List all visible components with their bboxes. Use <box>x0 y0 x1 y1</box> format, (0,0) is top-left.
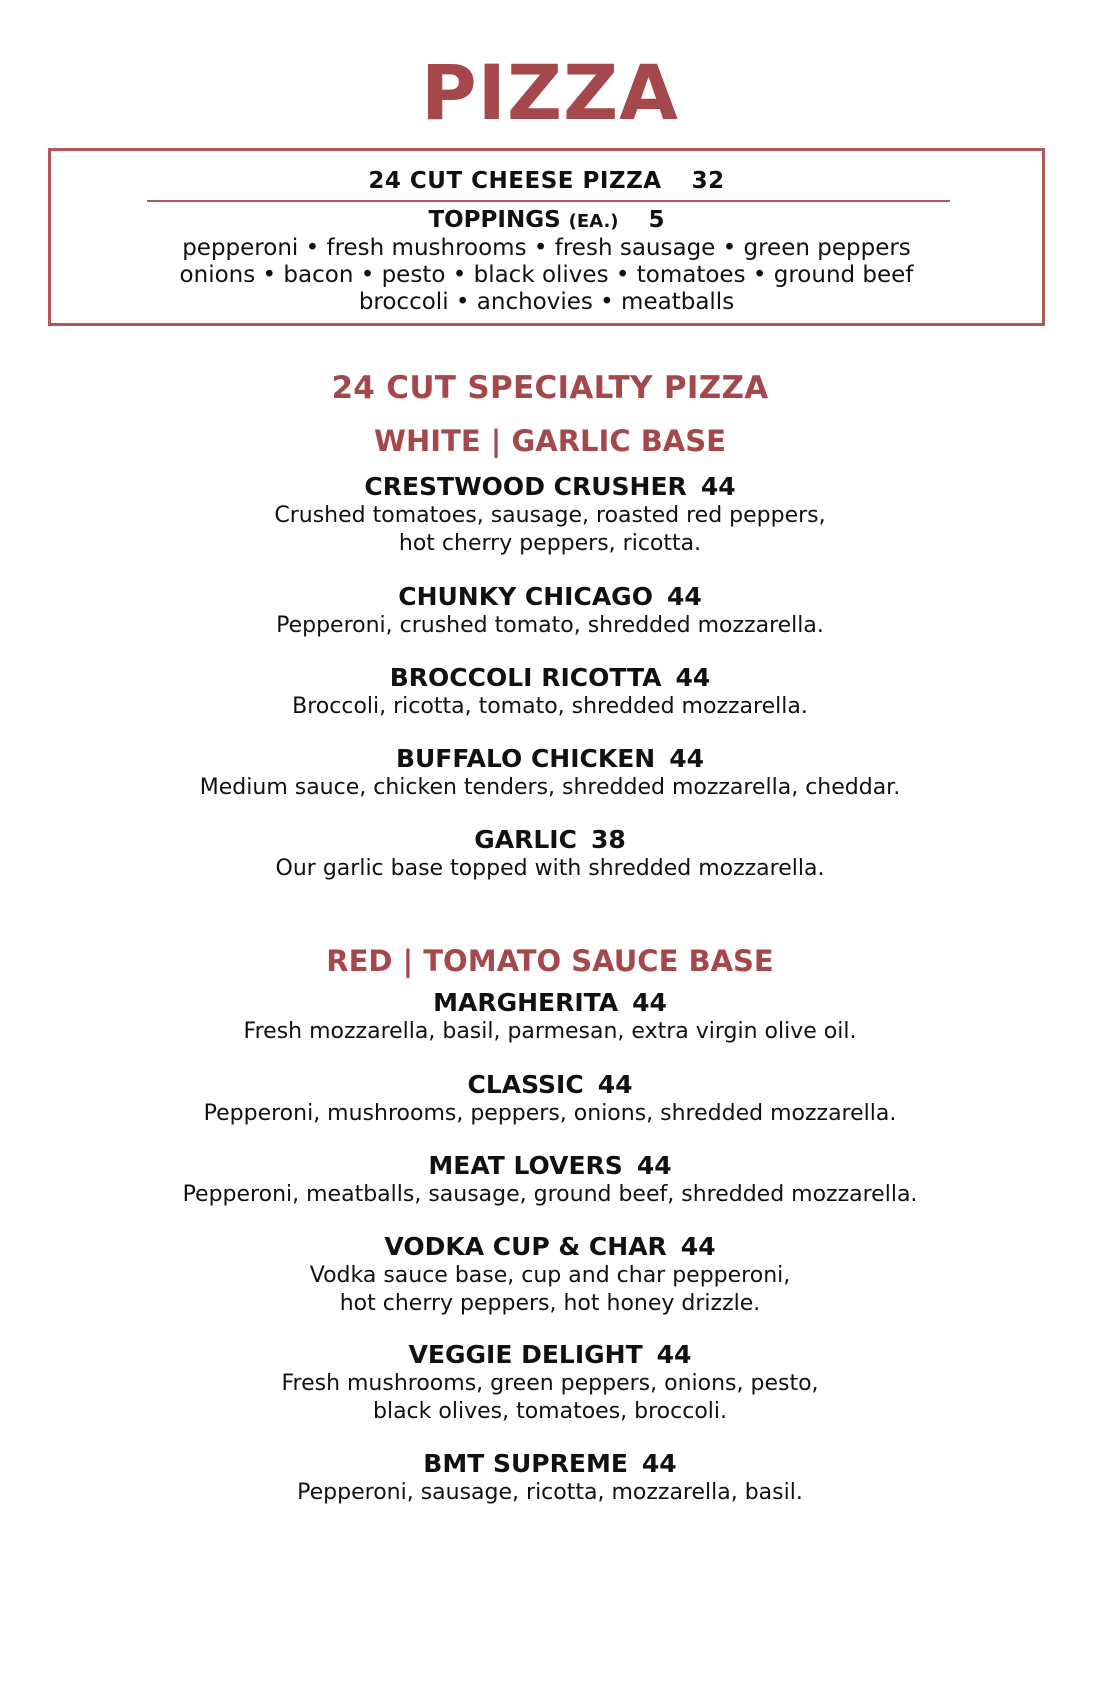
item-name: BROCCOLI RICOTTA <box>389 663 662 692</box>
item-description: Pepperoni, mushrooms, peppers, onions, shredded mozzarella. <box>203 1101 897 1126</box>
menu-item <box>0 988 1100 1046</box>
toppings-price: 5 <box>648 207 665 233</box>
item-heading <box>0 663 1100 693</box>
toppings-line: pepperoni • fresh mushrooms • fresh sausage • green peppers <box>182 235 911 261</box>
item-price: 44 <box>597 1070 633 1099</box>
item-description: Broccoli, ricotta, tomato, shredded mozzarella. <box>292 694 808 719</box>
item-price: 44 <box>680 1232 716 1261</box>
item-heading <box>0 825 1100 855</box>
page-title: PIZZA <box>420 48 679 137</box>
toppings-list <box>51 235 1042 316</box>
item-name: VODKA CUP & CHAR <box>384 1232 667 1261</box>
item-name: MARGHERITA <box>433 988 619 1017</box>
item-description: Crushed tomatoes, sausage, roasted red peppers, <box>274 503 826 528</box>
menu-item <box>0 582 1100 640</box>
cheese-pizza-price: 32 <box>691 168 725 194</box>
item-heading <box>0 744 1100 774</box>
item-heading <box>0 1340 1100 1370</box>
toppings-line: broccoli • anchovies • meatballs <box>358 289 735 315</box>
item-description: Vodka sauce base, cup and char pepperoni, <box>309 1263 791 1288</box>
menu-item <box>0 1232 1100 1318</box>
item-name: CRESTWOOD CRUSHER <box>364 472 687 501</box>
item-name: MEAT LOVERS <box>428 1151 623 1180</box>
item-heading <box>0 1449 1100 1479</box>
item-name: GARLIC <box>474 825 577 854</box>
item-price: 44 <box>636 1151 672 1180</box>
cheese-pizza-label: 24 CUT CHEESE PIZZA <box>368 168 662 194</box>
item-price: 44 <box>632 988 667 1017</box>
item-description: Our garlic base topped with shredded mozzarella. <box>275 856 825 881</box>
item-description: Pepperoni, crushed tomato, shredded mozzarella. <box>276 613 824 638</box>
item-price: 44 <box>669 744 705 773</box>
item-description: Fresh mozzarella, basil, parmesan, extra virgin olive oil. <box>243 1019 857 1044</box>
item-heading <box>0 472 1100 502</box>
item-name: CHUNKY CHICAGO <box>398 582 653 611</box>
item-price: 38 <box>590 825 626 854</box>
specialty-title: 24 CUT SPECIALTY PIZZA <box>331 370 769 406</box>
menu-item <box>0 1151 1100 1209</box>
item-price: 44 <box>641 1449 677 1478</box>
toppings-line: onions • bacon • pesto • black olives • tomatoes • ground beef <box>179 262 914 288</box>
cheese-pizza-box <box>48 148 1045 326</box>
menu-item <box>0 744 1100 802</box>
item-name: BUFFALO CHICKEN <box>395 744 656 773</box>
toppings-heading <box>51 205 1042 237</box>
item-heading <box>0 1070 1100 1100</box>
item-name: BMT SUPREME <box>423 1449 628 1478</box>
item-description: Medium sauce, chicken tenders, shredded mozzarella, cheddar. <box>199 775 901 800</box>
red-base-title: RED | TOMATO SAUCE BASE <box>326 944 774 978</box>
white-base-title: WHITE | GARLIC BASE <box>374 424 726 458</box>
item-price: 44 <box>675 663 711 692</box>
item-heading <box>0 988 1100 1018</box>
box-divider <box>147 200 950 202</box>
item-heading <box>0 1151 1100 1181</box>
item-price: 44 <box>656 1340 692 1369</box>
item-name: VEGGIE DELIGHT <box>408 1340 643 1369</box>
item-description: Pepperoni, sausage, ricotta, mozzarella, basil. <box>297 1480 803 1505</box>
menu-item <box>0 663 1100 721</box>
menu-item <box>0 1070 1100 1128</box>
item-description: hot cherry peppers, hot honey drizzle. <box>339 1291 761 1316</box>
item-heading <box>0 1232 1100 1262</box>
toppings-label-suffix: (EA.) <box>568 211 619 232</box>
item-description: Pepperoni, meatballs, sausage, ground beef, shredded mozzarella. <box>182 1182 918 1207</box>
item-description: black olives, tomatoes, broccoli. <box>373 1399 727 1424</box>
item-description: hot cherry peppers, ricotta. <box>398 531 702 556</box>
item-price: 44 <box>666 582 702 611</box>
item-heading <box>0 582 1100 612</box>
item-price: 44 <box>700 472 736 501</box>
menu-item <box>0 1340 1100 1426</box>
cheese-pizza-line <box>51 165 1042 197</box>
toppings-label: TOPPINGS <box>428 207 561 233</box>
item-name: CLASSIC <box>467 1070 584 1099</box>
menu-item <box>0 825 1100 883</box>
menu-item <box>0 1449 1100 1507</box>
item-description: Fresh mushrooms, green peppers, onions, pesto, <box>281 1371 819 1396</box>
menu-item <box>0 472 1100 558</box>
